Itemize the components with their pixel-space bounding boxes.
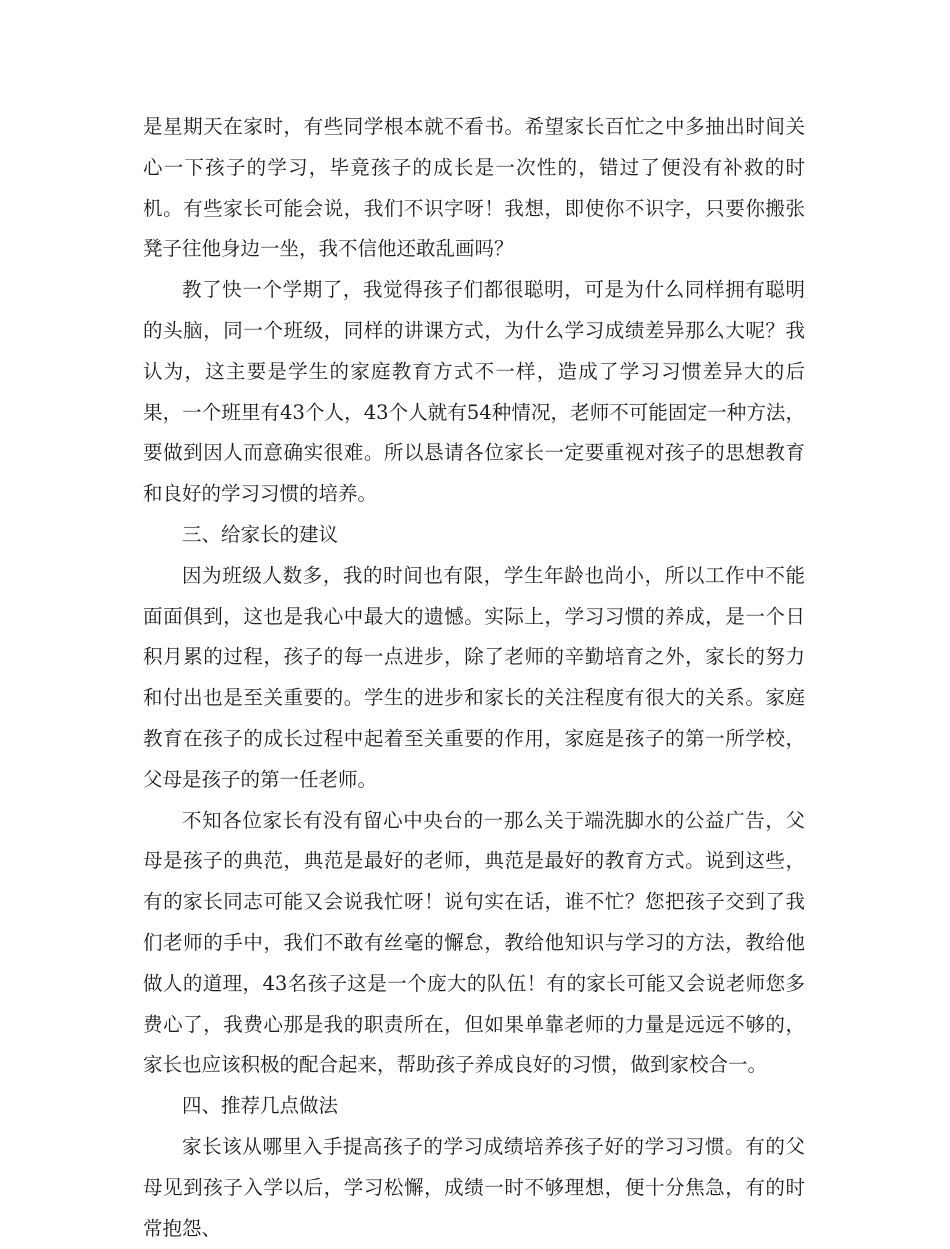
paragraph-recommendations: 家长该从哪里入手提高孩子的学习成绩培养孩子好的学习习惯。有的父母见到孩子入学以后，学习松懈，成绩一时不够理想，便十分焦急，有的时常抱怨、 <box>143 1134 805 1240</box>
paragraph-learning-differences: 教了快一个学期了，我觉得孩子们都很聪明，可是为什么同样拥有聪明的头脑，同一个班级，同样的讲课方式，为什么学习成绩差异那么大呢？我认为，这主要是学生的家庭教育方式不一样，造成了学习习惯差异大的后果，一个班里有43个人，43个人就有54种情况，老师不可能固定一种方法，要做到因人而意确实很难。所以恳请各位家长一定要重视对孩子的思想教育和良好的学习习惯的培养。 <box>143 278 805 506</box>
paragraph-suggestions: 因为班级人数多，我的时间也有限，学生年龄也尚小，所以工作中不能面面俱到，这也是我心中最大的遗憾。实际上，学习习惯的养成，是一个日积月累的过程，孩子的每一点进步，除了老师的辛勤培育之外，家长的努力和付出也是至关重要的。学生的进步和家长的关注程度有很大的关系。家庭教育在孩子的成长过程中起着至关重要的作用，家庭是孩子的第一所学校，父母是孩子的第一任老师。 <box>143 563 805 791</box>
document-body <box>143 107 805 1249</box>
section-heading-suggestions: 三、给家长的建议 <box>182 522 339 546</box>
paragraph-role-model: 不知各位家长有没有留心中央台的一那么关于端洗脚水的公益广告，父母是孩子的典范，典范是最好的老师，典范是最好的教育方式。说到这些，有的家长同志可能又会说我忙呀！说句实在话，谁不忙？您把孩子交到了我们老师的手中，我们不敢有丝毫的懈怠，教给他知识与学习的方法，教给他做人的道理，43名孩子这是一个庞大的队伍！有的家长可能又会说老师您多费心了，我费心那是我的职责所在，但如果单靠老师的力量是远远不够的，家长也应该积极的配合起来，帮助孩子养成良好的习惯，做到家校合一。 <box>143 808 805 1077</box>
section-heading-recommendations: 四、推荐几点做法 <box>182 1094 339 1118</box>
paragraph-continuation: 是星期天在家时，有些同学根本就不看书。希望家长百忙之中多抽出时间关心一下孩子的学习，毕竟孩子的成长是一次性的，错过了便没有补救的时机。有些家长可能会说，我们不识字呀！我想，即使你不识字，只要你搬张凳子往他身边一坐，我不信他还敢乱画吗？ <box>143 115 805 261</box>
